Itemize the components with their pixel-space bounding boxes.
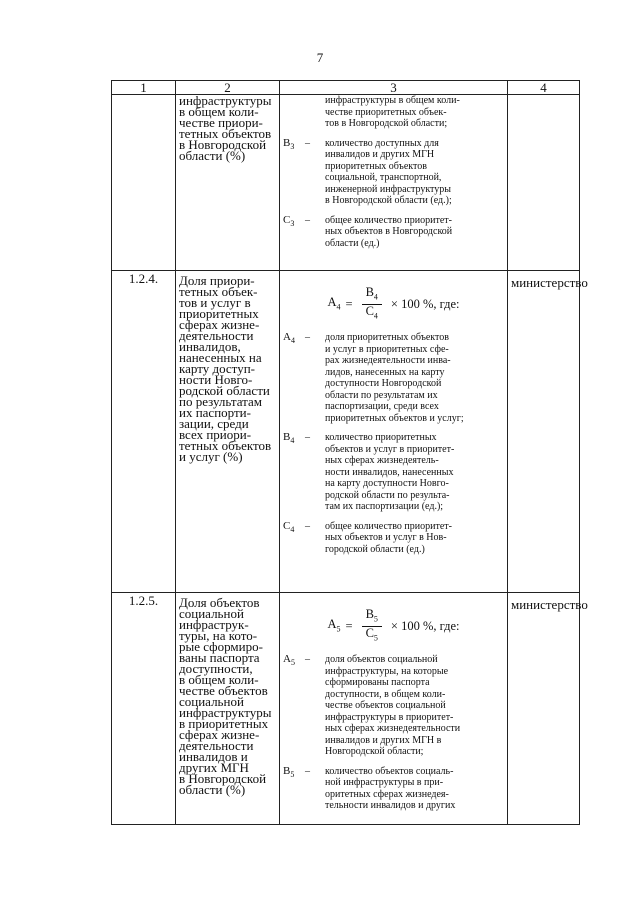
variable-letter-subscript: 3	[290, 218, 295, 228]
variable-letter: A	[283, 653, 291, 665]
formula-denominator	[362, 305, 382, 322]
text-line: ных сферах жизнедеятельности	[325, 723, 461, 734]
text-line: общее количество приоритет-	[325, 214, 452, 226]
text-line: приоритетных объектов и услуг;	[325, 412, 464, 424]
text-line: по результатам	[179, 394, 262, 409]
formula-denominator	[362, 627, 382, 644]
text-line: честве приоритетных объек-	[325, 106, 447, 118]
formula-equals: =	[345, 296, 353, 311]
formula	[283, 593, 504, 654]
variable-definition	[283, 215, 504, 250]
text-line: рые сформиро-	[179, 639, 263, 654]
text-line: количество приоритетных	[325, 432, 437, 443]
text-line: в приоритетных	[179, 716, 269, 731]
text-line: области (ед.)	[325, 237, 380, 249]
text-line: доля объектов социальной	[325, 654, 438, 665]
definition-text	[325, 654, 504, 758]
text-line: сферах жизне-	[179, 727, 260, 742]
definition-dash: –	[305, 765, 310, 777]
text-line: социальной	[179, 606, 244, 621]
formula-fraction	[362, 287, 382, 322]
text-line: и услуг (%)	[179, 449, 243, 464]
text-line: тельности инвалидов и других	[325, 800, 456, 811]
variable-symbol	[283, 432, 305, 513]
text-line: в Новгородской области (ед.);	[325, 195, 452, 206]
text-line: городской области (ед.)	[325, 543, 425, 555]
page-number: 7	[316, 50, 324, 65]
text-line: области по результатам их	[325, 389, 438, 401]
formula-lhs	[327, 616, 341, 635]
text-line: тетных объектов	[179, 126, 272, 141]
variable-symbol	[283, 215, 305, 250]
text-line: инженерной инфраструктуры	[325, 183, 452, 195]
definition-text	[325, 215, 504, 250]
variable-letter: B	[283, 431, 291, 443]
indicators-table	[111, 80, 588, 825]
text-line: инфраструктуры	[179, 93, 272, 108]
text-line: лидов, нанесенных на карту	[325, 366, 445, 378]
indicator-number: 1.2.4.	[112, 271, 176, 593]
definition-text	[325, 521, 504, 556]
text-line: инфраструктуры	[179, 705, 272, 720]
text-line: приоритетных	[179, 306, 259, 321]
indicator-name	[176, 593, 280, 825]
text-line: ных объектов и услуг в Нов-	[325, 532, 447, 543]
text-line: оритетных сферах жизнедея-	[325, 788, 449, 800]
text-line: тетных объек-	[179, 284, 258, 299]
responsible-body: министерство	[508, 271, 580, 593]
text-line: тетных объектов	[179, 438, 272, 453]
table-row	[112, 271, 580, 593]
variable-letter: C	[283, 213, 291, 226]
text-line: в общем коли-	[179, 104, 259, 119]
formula-lhs	[327, 294, 341, 313]
text-line: социальной	[179, 694, 244, 709]
text-line: Доля приори-	[179, 273, 255, 288]
definition-dash: –	[305, 214, 310, 226]
variable-symbol	[283, 654, 305, 758]
variable-letter-subscript: 5	[290, 658, 295, 667]
text-line: инфраструк-	[179, 617, 249, 632]
calculation-method	[280, 95, 508, 271]
indicator-number	[112, 95, 176, 271]
spacer	[283, 130, 504, 138]
definition-dash: –	[305, 654, 310, 665]
numerator-symbol: B	[365, 285, 374, 299]
text-line: ности инвалидов, нанесенных	[325, 466, 454, 478]
variable-letter-subscript: 4	[290, 524, 295, 534]
text-line: всех приори-	[179, 427, 252, 442]
definition-text	[325, 138, 504, 207]
column-header: 2	[176, 81, 280, 95]
formula-lhs-symbol-subscript: 5	[336, 624, 341, 633]
text-line: социальной, транспортной,	[325, 172, 442, 183]
formula-rest: × 100 %, где:	[390, 618, 460, 633]
text-line: инфраструктуры в приоритет-	[325, 711, 454, 723]
text-line: ности Новго-	[179, 372, 253, 387]
formula-rest: × 100 %, где:	[390, 296, 460, 311]
text-line: ной инфраструктуры в при-	[325, 777, 444, 788]
table-row	[112, 95, 580, 271]
numerator-symbol-subscript: 4	[373, 292, 378, 302]
formula-numerator	[362, 287, 382, 305]
variable-letter: A	[283, 331, 291, 343]
variable-symbol	[283, 766, 305, 812]
formula-fraction	[362, 609, 382, 644]
numerator-symbol-subscript: 5	[373, 614, 378, 624]
variable-symbol	[283, 138, 305, 207]
text-line: зации, среди	[179, 416, 249, 431]
calculation-method	[280, 593, 508, 825]
text-line: тов в Новгородской области;	[325, 118, 448, 129]
text-line: количество доступных для	[325, 137, 439, 149]
variable-letter-subscript: 4	[290, 336, 295, 345]
formula-lhs-symbol: A	[327, 294, 337, 309]
formula-lhs-symbol-subscript: 4	[336, 302, 341, 311]
calculation-method	[280, 271, 508, 593]
text-line: объектов и услуг в приоритет-	[325, 443, 455, 455]
text-line: доступности,	[179, 661, 253, 676]
text-line: честве приори-	[179, 115, 263, 130]
spacer	[283, 513, 504, 521]
definition-text	[325, 332, 504, 424]
text-line: деятельности	[179, 738, 254, 753]
definition-text	[325, 766, 504, 812]
formula-lhs-symbol: A	[327, 616, 337, 631]
denominator-symbol: C	[365, 626, 374, 640]
variable-symbol	[283, 332, 305, 424]
text-line: карту доступ-	[179, 361, 255, 376]
definition-text	[325, 432, 504, 513]
variable-letter: B	[283, 136, 291, 149]
responsible-body	[508, 95, 580, 271]
text-line: тов и услуг в	[179, 295, 251, 310]
text-line: сформированы паспорта	[325, 677, 430, 688]
text-line: инвалидов и других МГН	[325, 149, 435, 160]
numerator-symbol: B	[365, 607, 374, 621]
text-line: инвалидов и	[179, 749, 248, 764]
text-line: инвалидов,	[179, 339, 241, 354]
text-line: родской области по результа-	[325, 489, 450, 501]
text-line: ваны паспорта	[179, 650, 260, 665]
text-line: рах жизнедеятельности инва-	[325, 355, 451, 366]
text-line: области (%)	[179, 148, 246, 163]
text-line: честве объектов	[179, 683, 268, 698]
formula-numerator	[362, 609, 382, 627]
text-line: доступности Новгородской	[325, 378, 442, 389]
definition-dash: –	[305, 137, 310, 149]
column-header: 1	[112, 81, 176, 95]
text-line: в общем коли-	[179, 672, 259, 687]
variable-letter-subscript: 3	[290, 141, 295, 151]
variable-definition	[283, 654, 504, 758]
definition-dash: –	[305, 332, 310, 343]
variable-definition	[283, 432, 504, 513]
variable-letter: B	[283, 764, 291, 777]
text-line: и услуг в приоритетных сфе-	[325, 343, 449, 355]
text-line: родской области	[179, 383, 270, 398]
text-line: их паспорти-	[179, 405, 251, 420]
denominator-symbol: C	[365, 304, 374, 318]
variable-letter-subscript: 4	[290, 436, 295, 445]
column-header: 4	[508, 81, 580, 95]
text-line: инфраструктуры, на которые	[325, 665, 449, 677]
text-line: общее количество приоритет-	[325, 520, 452, 532]
text-line: паспортизации, среди всех	[325, 401, 439, 412]
spacer	[283, 207, 504, 215]
formula-equals: =	[345, 618, 353, 633]
text-line: доступности, в общем коли-	[325, 688, 446, 700]
text-line: туры, на кото-	[179, 628, 258, 643]
table-body	[112, 93, 588, 825]
text-line: деятельности	[179, 328, 254, 343]
denominator-symbol-subscript: 5	[373, 633, 378, 643]
spacer	[283, 758, 504, 766]
responsible-body: министерство	[508, 593, 580, 825]
variable-letter: C	[283, 519, 291, 532]
text-line: области (%)	[179, 782, 246, 797]
variable-definition	[283, 766, 504, 812]
text-line: сферах жизне-	[179, 317, 260, 332]
variable-definition	[283, 521, 504, 556]
text-line: ных объектов в Новгородской	[325, 226, 453, 237]
text-line: доля приоритетных объектов	[325, 332, 449, 343]
text-line: ных сферах жизнедеятель-	[325, 455, 439, 466]
table-row	[112, 593, 580, 825]
text-line: количество объектов социаль-	[325, 765, 454, 777]
denominator-symbol-subscript: 4	[373, 311, 378, 321]
text-line: честве объектов социальной	[325, 700, 446, 711]
variable-definition	[283, 138, 504, 207]
text-line: там их паспортизации (ед.);	[325, 501, 444, 512]
text-line: Новгородской области;	[325, 746, 424, 757]
text-line: в Новгородской	[179, 137, 267, 152]
definition-dash: –	[305, 520, 310, 532]
text-line: инфраструктуры в общем коли-	[325, 95, 460, 106]
spacer	[283, 424, 504, 432]
text-line: на карту доступности Новго-	[325, 478, 449, 489]
variable-symbol	[283, 521, 305, 556]
column-header: 3	[280, 81, 508, 95]
text-line: других МГН	[179, 760, 249, 775]
indicator-number: 1.2.5.	[112, 593, 176, 825]
continued-text	[283, 95, 504, 130]
text-line: в Новгородской	[179, 771, 267, 786]
variable-letter-subscript: 5	[290, 769, 295, 779]
text-line: нанесенных на	[179, 350, 262, 365]
indicator-name	[176, 271, 280, 593]
text-line: инвалидов и других МГН в	[325, 734, 442, 746]
formula	[283, 271, 504, 332]
definition-dash: –	[305, 432, 310, 443]
indicator-name	[176, 95, 280, 271]
text-line: приоритетных объектов	[325, 160, 427, 172]
text-line: Доля объектов	[179, 595, 260, 610]
variable-definition	[283, 332, 504, 424]
